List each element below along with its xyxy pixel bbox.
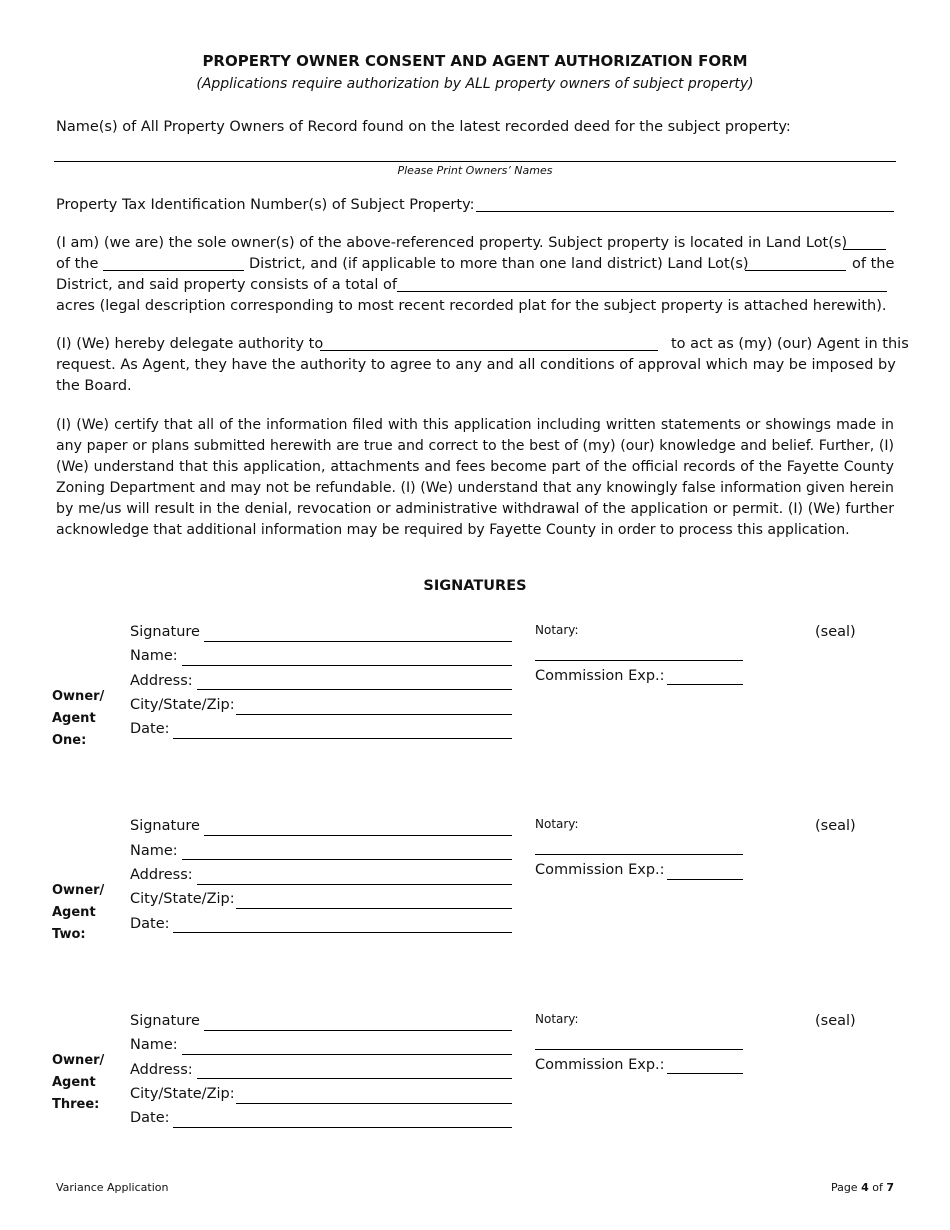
- owners-names-field[interactable]: [54, 161, 896, 162]
- date-field[interactable]: [173, 932, 512, 933]
- certification-paragraph: (I) (We) certify that all of the information filed with this application including written statements or showings made in any paper or plans submitted herewith are true and correct to the best of (my) (our) knowledge and belief. Further, (I) (We) understand that this application, attachments and fees become part of the official records of the Fayette County Zoning Department and may not be refundable. (I) (We) understand that any knowingly false information given herein by me/us will result in the denial, revocation or administrative withdrawal of the application or permit. (I) (We) further acknowledge that additional information may be required by Fayette County in order to process this application.: [56, 417, 894, 538]
- commission-field[interactable]: [667, 684, 743, 685]
- name-label: Name:: [130, 1037, 178, 1053]
- commission-field[interactable]: [667, 1073, 743, 1074]
- city-state-zip-field[interactable]: [236, 1103, 512, 1104]
- ownership-line-2c: of the: [852, 256, 895, 272]
- notary-label: Notary:: [535, 1012, 579, 1026]
- commission-label: Commission Exp.:: [535, 862, 665, 878]
- name-field[interactable]: [182, 665, 512, 666]
- commission-label: Commission Exp.:: [535, 668, 665, 684]
- signature-field[interactable]: [204, 1030, 512, 1031]
- name-field[interactable]: [182, 859, 512, 860]
- city-state-zip-label: City/State/Zip:: [130, 891, 235, 907]
- city-state-zip-field[interactable]: [236, 714, 512, 715]
- signature-label: Signature: [130, 1013, 200, 1029]
- land-lot-field[interactable]: [843, 249, 886, 250]
- footer-document-name: Variance Application: [56, 1181, 169, 1194]
- land-lot-2-field[interactable]: [745, 270, 846, 271]
- city-state-zip-field[interactable]: [236, 908, 512, 909]
- commission-field[interactable]: [667, 879, 743, 880]
- date-label: Date:: [130, 721, 170, 737]
- address-field[interactable]: [197, 689, 512, 690]
- address-label: Address:: [130, 673, 193, 689]
- ownership-line-1: (I am) (we are) the sole owner(s) of the above-referenced property. Subject property is located in Land Lot(s): [56, 235, 848, 251]
- name-label: Name:: [130, 843, 178, 859]
- acres-field[interactable]: [397, 291, 887, 292]
- address-label: Address:: [130, 1062, 193, 1078]
- address-field[interactable]: [197, 1078, 512, 1079]
- notary-label: Notary:: [535, 817, 579, 831]
- name-field[interactable]: [182, 1054, 512, 1055]
- ownership-line-4: acres (legal description corresponding to most recent recorded plat for the subject property is attached herewith).: [56, 298, 887, 314]
- form-subtitle: (Applications require authorization by ALL property owners of subject property): [196, 76, 754, 92]
- city-state-zip-label: City/State/Zip:: [130, 1086, 235, 1102]
- footer-page-number: Page 4 of 7: [830, 1181, 894, 1194]
- date-label: Date:: [130, 916, 170, 932]
- owner-agent-label: Owner/ Agent One:: [52, 689, 105, 748]
- tax-id-field[interactable]: [476, 211, 894, 212]
- signatures-heading: SIGNATURES: [423, 578, 527, 594]
- signature-field[interactable]: [204, 835, 512, 836]
- notary-field[interactable]: [535, 1049, 743, 1050]
- owner-agent-label: Owner/ Agent Two:: [52, 883, 105, 942]
- notary-field[interactable]: [535, 854, 743, 855]
- signature-label: Signature: [130, 818, 200, 834]
- name-label: Name:: [130, 648, 178, 664]
- owners-caption: Please Print Owners’ Names: [397, 164, 553, 177]
- notary-label: Notary:: [535, 623, 579, 637]
- ownership-line-2a: of the: [56, 256, 99, 272]
- tax-id-label: Property Tax Identification Number(s) of Subject Property:: [56, 197, 475, 213]
- commission-label: Commission Exp.:: [535, 1057, 665, 1073]
- district-field[interactable]: [103, 270, 244, 271]
- seal-label: (seal): [815, 1013, 856, 1029]
- seal-label: (seal): [815, 624, 856, 640]
- signature-label: Signature: [130, 624, 200, 640]
- agent-name-field[interactable]: [320, 350, 658, 351]
- ownership-line-2b: District, and (if applicable to more than one land district) Land Lot(s): [249, 256, 749, 272]
- delegation-line-2: request. As Agent, they have the authority to agree to any and all conditions of approval which may be imposed by: [56, 357, 896, 373]
- date-label: Date:: [130, 1110, 170, 1126]
- seal-label: (seal): [815, 818, 856, 834]
- date-field[interactable]: [173, 1127, 512, 1128]
- ownership-line-3: District, and said property consists of a total of: [56, 277, 397, 293]
- delegation-line-1b: to act as (my) (our) Agent in this: [671, 336, 909, 352]
- form-title: PROPERTY OWNER CONSENT AND AGENT AUTHORIZATION FORM: [202, 52, 748, 70]
- city-state-zip-label: City/State/Zip:: [130, 697, 235, 713]
- owner-agent-label: Owner/ Agent Three:: [52, 1053, 105, 1112]
- owners-prompt: Name(s) of All Property Owners of Record found on the latest recorded deed for the subject property:: [56, 119, 791, 135]
- delegation-line-3: the Board.: [56, 378, 132, 394]
- notary-field[interactable]: [535, 660, 743, 661]
- address-field[interactable]: [197, 884, 512, 885]
- date-field[interactable]: [173, 738, 512, 739]
- signature-field[interactable]: [204, 641, 512, 642]
- address-label: Address:: [130, 867, 193, 883]
- delegation-line-1a: (I) (We) hereby delegate authority to: [56, 336, 324, 352]
